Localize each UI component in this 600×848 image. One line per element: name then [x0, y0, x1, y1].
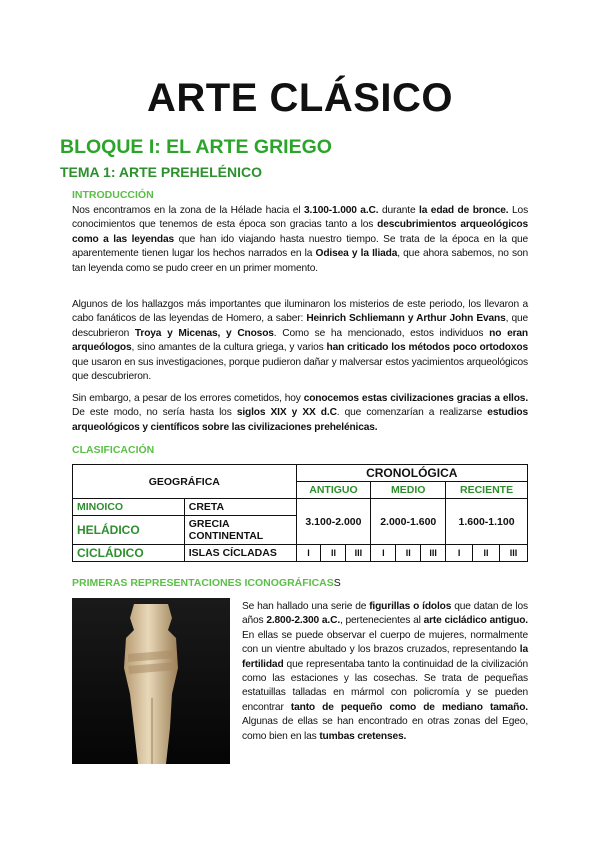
- bold-text-run: estudios arqueológicos y científicos sobre las civilizaciones prehelénicas.: [72, 407, 528, 433]
- text-run: . que comenzarían a realizarse: [336, 407, 488, 419]
- text-run: que representaba tanto la continuidad de la civilización como las estaciones y las cosechas. Se trata de pequeñas estatuillas talladas en mármol con policromía y se pueden encontrar: [242, 658, 528, 713]
- page-title: ARTE CLÁSICO: [147, 76, 453, 120]
- text-run: Algunos de los hallazgos más importantes que iluminaron los misterios de este periodo, los llevaron a cabo fanáticos de las leyendas de Homero, a saber:: [72, 299, 528, 325]
- bold-text-run: 3.100-1.000 a.C.: [304, 205, 379, 216]
- cycladic-figurine-photo: [72, 598, 230, 764]
- text-run: , sino amantes de la cultura griega, y varios: [131, 342, 327, 354]
- period-header: MEDIO: [371, 482, 446, 499]
- text-run: , que descubrieron: [72, 313, 528, 339]
- region-place: GRECIA CONTINENTAL: [184, 516, 296, 545]
- text-run: De este modo, no sería hasta los: [72, 407, 237, 419]
- region-place: ISLAS CÍCLADAS: [184, 545, 296, 562]
- bold-text-run: 2.800-2.300 a.C.: [266, 615, 340, 627]
- bold-text-run: descubrimientos arqueológicos como a las leyendas: [72, 219, 528, 245]
- text-run: En ellas se puede observar el cuerpo de mujeres, normalmente con un vientre abultado y los brazos cruzados, representando: [242, 629, 528, 656]
- text-run: Se han hallado una serie de: [242, 601, 370, 612]
- date-range: 2.000-1.600: [371, 499, 446, 545]
- phase-numeral: I: [371, 545, 396, 562]
- period-header: RECIENTE: [446, 482, 528, 499]
- geographic-header: GEOGRÁFICA: [73, 465, 297, 499]
- bold-text-run: figurillas o ídolos: [369, 601, 452, 612]
- bold-text-run: conocemos estas civilizaciones gracias a ellos.: [303, 393, 529, 404]
- block-heading: BLOQUE I: EL ARTE GRIEGO: [60, 136, 332, 158]
- date-range: 1.600-1.100: [446, 499, 528, 545]
- classification-table: [72, 464, 528, 562]
- intro-paragraph-1: [72, 204, 528, 276]
- bold-text-run: tumbas cretenses.: [319, 730, 407, 742]
- text-run: , que ahora sabemos, no son tan leyenda como se pudo creer en un primer momento.: [72, 248, 528, 274]
- text-run: que datan de los años: [242, 601, 528, 627]
- text-run: que han ido viajando hasta nuestro tiempo. Se trata de la época en la que aparentemente tienen lugar los hechos narrados en la: [72, 233, 528, 260]
- phase-numeral: I: [446, 545, 473, 562]
- period-header: ANTIGUO: [296, 482, 371, 499]
- region-name: MINOICO: [73, 499, 185, 516]
- region-name: HELÁDICO: [73, 516, 185, 545]
- text-run: Sin embargo, a pesar de los errores cometidos, hoy: [72, 393, 304, 404]
- phase-numeral: III: [499, 545, 527, 562]
- bold-text-run: la fertilidad: [242, 644, 528, 670]
- text-run: Nos encontramos en la zona de la Hélade hacia el: [72, 205, 305, 216]
- intro-heading: INTRODUCCIÓN: [72, 189, 154, 201]
- phase-numeral: II: [473, 545, 500, 562]
- text-run: Los conocimientos que tenemos de esta época son gracias tanto a los: [72, 205, 529, 231]
- bold-text-run: Troya y Micenas, y Cnosos: [134, 327, 274, 339]
- phase-numeral: I: [296, 545, 321, 562]
- iconography-paragraph: [242, 600, 528, 744]
- phase-numeral: III: [346, 545, 371, 562]
- bold-text-run: Heinrich Schliemann y Arthur John Evans: [306, 313, 506, 325]
- date-range: 3.100-2.000: [296, 499, 371, 545]
- iconography-heading-tail: S: [333, 577, 341, 589]
- chronological-header: CRONOLÓGICA: [296, 465, 527, 482]
- iconography-heading-text: PRIMERAS REPRESENTACIONES ICONOGRÁFICAS: [72, 577, 334, 589]
- bold-text-run: arte cicládico antiguo.: [423, 615, 528, 627]
- phase-numeral: II: [396, 545, 421, 562]
- text-run: , pertenecientes al: [340, 615, 424, 627]
- phase-numeral: II: [321, 545, 346, 562]
- classification-heading: CLASIFICACIÓN: [72, 444, 155, 456]
- intro-paragraph-2: [72, 298, 528, 384]
- bold-text-run: no eran arqueólogos: [72, 327, 528, 354]
- bold-text-run: han criticado los métodos poco ortodoxos: [326, 342, 528, 354]
- bold-text-run: tanto de pequeño como de mediano tamaño.: [290, 701, 528, 713]
- figurine-illustration: [72, 598, 230, 764]
- bold-text-run: la edad de bronce.: [419, 205, 509, 216]
- text-run: durante: [378, 205, 420, 216]
- intro-paragraph-3: [72, 392, 528, 435]
- region-place: CRETA: [184, 499, 296, 516]
- text-run: que usaron en sus investigaciones, porque pudieron dañar y malversar estos yacimientos arqueológicos que descubrieron.: [72, 356, 528, 383]
- topic-heading: TEMA 1: ARTE PREHELÉNICO: [60, 164, 262, 180]
- iconography-heading: [72, 577, 341, 589]
- phase-numeral: III: [421, 545, 446, 562]
- bold-text-run: Odisea y la Iliada: [315, 248, 398, 260]
- bold-text-run: siglos XIX y XX d.C: [236, 407, 337, 419]
- region-name: CICLÁDICO: [73, 545, 185, 562]
- text-run: . Como se ha mencionado, estos individuos: [273, 327, 490, 339]
- text-run: Algunas de ellas se han encontrado en otras zonas del Egeo, como bien en las: [242, 716, 528, 742]
